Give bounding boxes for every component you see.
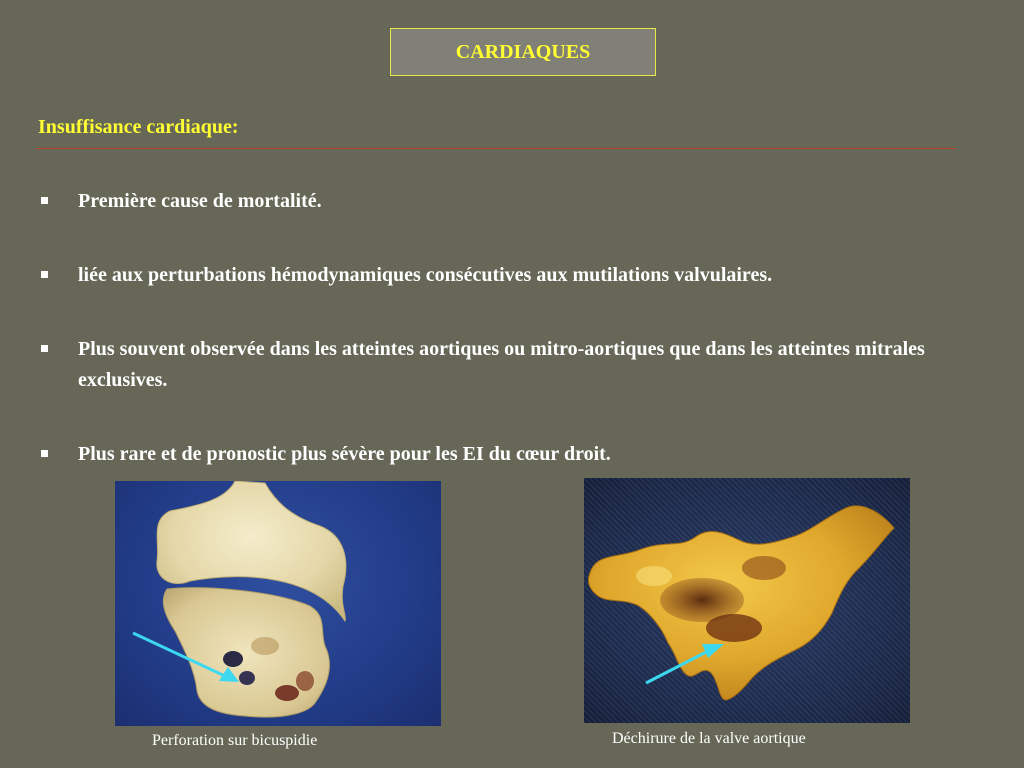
photo-bicuspid-perforation <box>115 481 441 726</box>
heading-divider <box>36 148 956 149</box>
valve-specimen-illustration <box>584 478 910 723</box>
figure-caption: Déchirure de la valve aortique <box>612 730 806 747</box>
square-bullet-icon <box>41 271 48 278</box>
slide-title-box <box>390 28 656 76</box>
photo-aortic-valve-tear <box>584 478 910 723</box>
bullet-item <box>36 260 986 291</box>
bullet-text: liée aux perturbations hémodynamiques consécutives aux mutilations valvulaires. <box>78 264 773 286</box>
square-bullet-icon <box>41 197 48 204</box>
bullet-item <box>36 439 986 470</box>
square-bullet-icon <box>41 450 48 457</box>
square-bullet-icon <box>41 345 48 352</box>
slide-title: CARDIAQUES <box>455 40 591 63</box>
bullet-text: Plus rare et de pronostic plus sévère pour les EI du cœur droit. <box>78 443 611 465</box>
section-heading: Insuffisance cardiaque: <box>38 116 239 138</box>
bullet-item <box>36 334 986 396</box>
figure-caption: Perforation sur bicuspidie <box>152 732 318 749</box>
bullet-text: Plus souvent observée dans les atteintes aortiques ou mitro-aortiques que dans les atteintes mitrales exclusives. <box>78 338 925 391</box>
valve-specimen-illustration <box>115 481 441 726</box>
bullet-list <box>36 186 986 470</box>
bullet-item <box>36 186 986 217</box>
bullet-text: Première cause de mortalité. <box>78 190 322 212</box>
